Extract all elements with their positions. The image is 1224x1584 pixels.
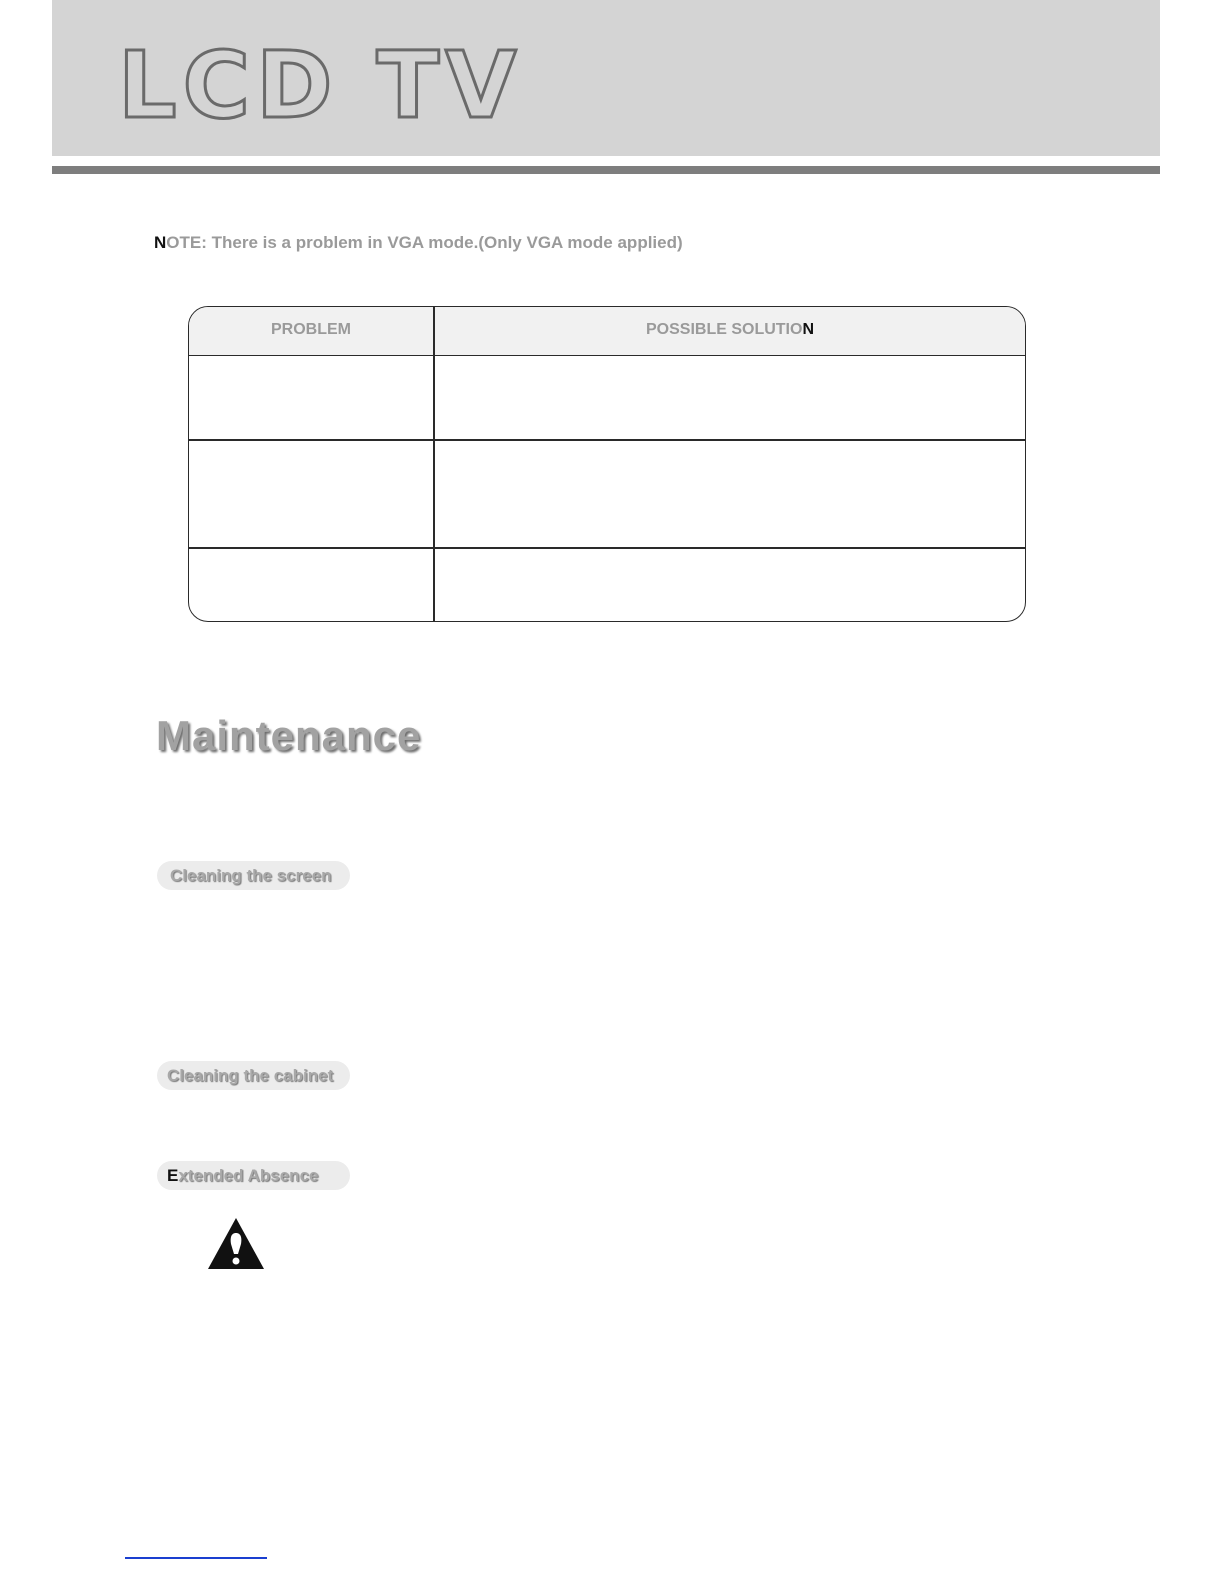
absence-text: xtended Absence [178,1166,319,1185]
column-header-solution-last: N [802,321,815,338]
table-row [189,548,1025,621]
section-label-cleaning-screen: Cleaning the screen [157,861,350,890]
troubleshooting-table [188,306,1026,622]
table-row [189,355,1025,439]
maintenance-heading: Maintenance [156,712,422,759]
section-label-cleaning-cabinet: Cleaning the cabinet [157,1061,350,1090]
column-header-problem: PROBLEM [271,321,351,338]
footer-rule [125,1557,267,1559]
vga-note [154,233,683,253]
table-header-row [189,307,1025,356]
table-row [189,440,1025,547]
header-rule [52,166,1160,174]
brand-title: LCD TV [118,32,523,139]
section-label-extended-absence [157,1161,350,1190]
column-header-solution [433,321,1026,339]
warning-triangle-icon [207,1216,265,1270]
column-header-solution-text: POSSIBLE SOLUTIO [645,321,803,338]
note-text: OTE: There is a problem in VGA mode.(Only VGA mode applied) [166,233,683,252]
absence-initial: E [167,1166,179,1185]
note-initial: N [154,233,167,252]
